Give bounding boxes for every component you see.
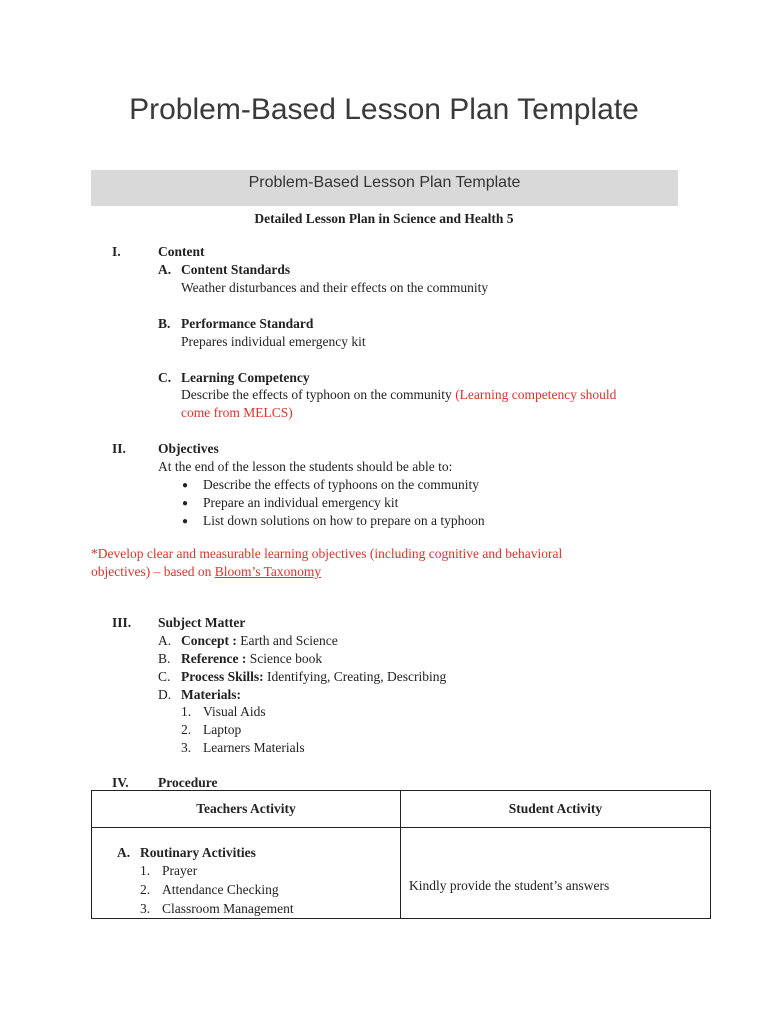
subject-item-process-skills (181, 668, 446, 686)
learning-competency-line (181, 386, 616, 404)
bullet-icon: ● (182, 498, 189, 509)
objectives-note: *Develop clear and measurable learning objectives (including cognitive and behavioral (91, 546, 563, 561)
subject-item-value: Earth and Science (236, 633, 338, 648)
activity-number: 2. (140, 882, 151, 897)
page-title: Problem-Based Lesson Plan Template (129, 93, 639, 126)
subject-item-reference (181, 650, 322, 668)
performance-standard-text: Prepares individual emergency kit (181, 334, 366, 349)
column-header-student: Student Activity (401, 791, 711, 828)
learning-competency-note: (Learning competency should (455, 387, 617, 402)
activity-number: 3. (140, 901, 151, 916)
section-heading-content: Content (158, 244, 205, 259)
bullet-icon: ● (182, 516, 189, 527)
section-heading-subject-matter: Subject Matter (158, 615, 246, 630)
subject-item-key: Process Skills: (181, 669, 264, 684)
blooms-taxonomy-link[interactable]: Bloom’s Taxonomy (214, 564, 322, 579)
learning-competency-text: Describe the effects of typhoon on the community (181, 387, 452, 402)
activity-item: Prayer (162, 863, 198, 878)
content-c-label: C. (158, 370, 172, 385)
subject-item-label: A. (158, 633, 172, 648)
bullet-icon: ● (182, 480, 189, 491)
objective-item: List down solutions on how to prepare on a typhoon (203, 513, 485, 528)
learning-competency-note-cont: come from MELCS) (181, 405, 293, 420)
subject-item-key: Materials: (181, 687, 241, 702)
activity-item: Classroom Management (162, 901, 294, 916)
section-heading-procedure: Procedure (158, 775, 218, 790)
objectives-note-cont (91, 563, 321, 581)
objective-item: Prepare an individual emergency kit (203, 495, 399, 510)
column-header-teacher: Teachers Activity (92, 791, 401, 828)
student-answer-placeholder: Kindly provide the student’s answers (409, 878, 610, 893)
material-number: 3. (181, 740, 192, 755)
subject-item-concept (181, 632, 338, 650)
section-heading-objectives: Objectives (158, 441, 219, 456)
material-item: Learners Materials (203, 740, 305, 755)
activity-number: 1. (140, 863, 151, 878)
student-activity-cell (401, 828, 711, 919)
objectives-intro: At the end of the lesson the students should be able to: (158, 459, 453, 474)
objective-item: Describe the effects of typhoons on the community (203, 477, 480, 492)
subject-item-label: D. (158, 687, 172, 702)
material-number: 2. (181, 722, 192, 737)
routinary-activities-heading: Routinary Activities (140, 845, 256, 860)
material-number: 1. (181, 704, 192, 719)
teacher-activity-cell (92, 828, 401, 919)
section-numeral-4: IV. (112, 775, 129, 790)
content-standards-text: Weather disturbances and their effects on the community (181, 280, 489, 295)
material-item: Visual Aids (203, 704, 266, 719)
section-numeral-2: II. (112, 441, 126, 456)
activity-section-label: A. (117, 845, 131, 860)
subject-item-label: B. (158, 651, 171, 666)
section-numeral-1: I. (112, 244, 121, 259)
activity-item: Attendance Checking (162, 882, 279, 897)
subject-item-key: Concept : (181, 633, 237, 648)
subject-item-label: C. (158, 669, 171, 684)
content-b-label: B. (158, 316, 171, 331)
content-a-label: A. (158, 262, 172, 277)
performance-standard-heading: Performance Standard (181, 316, 314, 331)
subject-item-value: Identifying, Creating, Describing (263, 669, 447, 684)
subject-item-key: Reference : (181, 651, 247, 666)
content-standards-heading: Content Standards (181, 262, 291, 277)
procedure-table (91, 790, 711, 919)
material-item: Laptop (203, 722, 242, 737)
lesson-subtitle: Detailed Lesson Plan in Science and Health 5 (254, 211, 514, 226)
banner-title: Problem-Based Lesson Plan Template (91, 170, 678, 206)
section-numeral-3: III. (112, 615, 132, 630)
learning-competency-heading: Learning Competency (181, 370, 310, 385)
subject-item-value: Science book (246, 651, 323, 666)
subject-item-materials (181, 686, 241, 704)
objectives-note-text: objectives) – based on (91, 564, 212, 579)
